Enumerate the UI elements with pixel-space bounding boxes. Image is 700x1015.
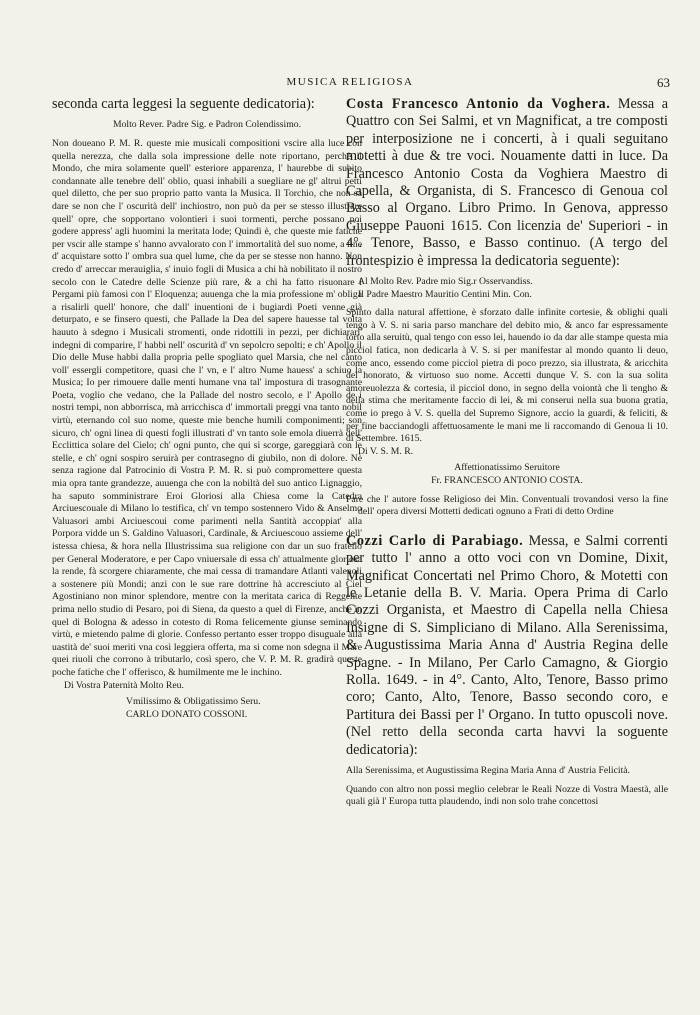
cozzi-address: Alla Serenissima, et Augustissima Regina Maria Anna d' Austria Felicità.	[346, 765, 630, 777]
dedication-signature-name: CARLO DONATO COSSONI.	[126, 708, 248, 720]
costa-address-line-1: Al Molto Rev. Padre mio Sig.r Osservandiss.	[358, 276, 533, 288]
dedication-signature-title: Vmilissimo & Obligatissimo Seru.	[126, 696, 261, 708]
entry-cozzi-title: Cozzi Carlo di Parabiago.	[346, 532, 524, 549]
costa-closing: Di V. S. M. R.	[358, 445, 414, 457]
entry-costa-title: Costa Francesco Antonio da Voghera.	[346, 96, 611, 112]
page-header	[0, 76, 700, 92]
dedication-salutation: Molto Rever. Padre Sig. e Padron Colendissimo.	[112, 119, 302, 131]
costa-editor-note: Pare che l' autore fosse Religioso dei Min. Conventuali trovandosi verso la fine dell' opera diversi Mottetti dedicati ognuno a Frati di detto Ordine	[346, 493, 668, 518]
dedication-closing: Di Vostra Paternità Molto Reu.	[64, 679, 184, 691]
entry-cozzi-body: Messa, e Salmi correnti per tutto l' anno a otto voci con vn Domine, Dixit, Magnificat Concertati nel Primo Choro, & Motetti con le Letanie della B. V. Maria. Opera Prima di Carlo Cozzi Organista, et Maestro di Capella nella Chiesa Insigne di S. Simpliciano di Milano. Alla Serenissima, & Augustissima Maria Anna d' Austria Regina delle Spagne. - In Milano, Per Carlo Camagno, & Giorgio Rolla. 1649. - in 4°. Canto, Alto, Tenore, Basso primo coro; Canto, Alto, Tenore, Basso secondo coro, e Partitura dei Bassi per l' Organo. In tutto opuscoli nove. (Nel retto della seconda carta havvi la soguente dedicatoria):	[346, 532, 668, 758]
left-column	[52, 96, 362, 721]
costa-dedication-letter: Spinto dalla natural affettione, è sforzato dalle infinite cortesie, & oblighi quali tengo à V. S. ni saria parso manchare del debito mio, & anco far espressamente torto alla seruitù, qual tengo con esso lei, hauendo io da dar alle stampe questa mia picciol fatica, non dedicarla à V. S. si per manifestar al mondo quanto li deuo, come anco, essendo come picciol pietra di poco prezzo, sia illustrata, & aricchita del honorato, & virtuoso suo nome. Accetti dunque V. S. con la sua solita amoreuolezza & cortesia, il picciol dono, in segno della voiontà che li tengho & della stima che meritamente faccio di lei, & mi conserui nella sua buona gratia, come io prego à V. S. quella del Supremo Signore, accio la guardi, & feliciti, & per fine bacciandogli affettuosamente le mani me li raccomando di Genoua li 10. di Settembre. 1615.	[346, 307, 668, 445]
costa-address-line-2: Il Padre Maestro Mauritio Centini Min. Con.	[358, 288, 532, 300]
page-number: 63	[657, 75, 670, 90]
entry-cozzi	[346, 533, 668, 759]
running-title: MUSICA RELIGIOSA	[286, 76, 414, 88]
cozzi-dedication-letter: Quando con altro non possi meglio celebrar le Reali Nozze di Vostra Maestà, alle quali già l' Europa tutta plaudendo, indi non solo trahe concettosi	[346, 783, 668, 808]
dedication-body: Non doueano P. M. R. queste mie musicali compositioni vscire alla luce con quella nerezza, che dalla sola impressione delle note riportano, perchè il Mondo, che mira solamente quell' esteriore apparenza, l' haurebbe di subito condannate alle tenebre dell' oblio, quasi inhabili a suegliare ne gl' altrui petti quel diletto, che per suo proprio patto vanta la Musica. Il Torchio, che non sà dare se non che l' oscurità dell' inchiostro, non può da per se stesso illustrare quell' opre, che sopportano volontieri i suoi tormenti, perche possano poi godere appress' agli huomini la meritata lode; Quindi è, che queste mie fatiche per vscir alle stampe s' hanno avvalorato con l' immortalità del suo nome, a fine d' acquistare sotto l' ombra sua quel lume, che da per se stesse non hanno. Non credo d' arreccar merauiglia, s' inuio fogli di Musica a chi hà nobilitato il nostro secolo con le Catedre delle Scienze più rare, & a chi ha fatto risuonare i Pergami più famosi con l' Eloquenza; auuenga che la mia professione m' obliga a risalirli quell' honore, che dall' inuentioni de i bugiardi Poeti venne già deturpato, e se finsero questi, che Pallade la Dea del sapere hauesse tal volta hauuto à sdegno i Musicali stromenti, onde ridottili in pezzi, per dichiararl' indegni di comparire, l' habbi nell' oscurità d' vn sepolcro sepolti; e ch' Apollo il Dio delle Muse habbi dalla propria pelle spogliato quel Marsia, che nel canto voll' essergli competitore, quasi che l' vn, e l' altro Nume hauess' a schiuo la Musica; Io per rimouere dalle menti humane vna tal' impostura di trasognante Poeta, voglio che vedano, che la Pallade del nostro secolo, e l' Apollo de i nostri tempi, non abborrisca, mà arricchisca d' immortali preggi vna tanto nobil virtù, eternando col suo nome, queste mie benche humili componimenti; son sicuro, ch' ogni linea di questi fogli illustrati d' vn tanto sole emola diuerrà dell' Ecclittica solare del Cielo; ch' ogni punto, che qui si scorge, gareggiarà con le stelle, e ch' ogni sospiro seruirà per contrasegno di giubilo, non di dolore. Nè senza ragione dal Patrocinio di Vostra P. M. R. si può compromettere questa mia opra tante grandezze, auuenga che con la nobiltà del suo antico Lignaggio, ha saputo somministrare Eroi Gloriosi alla Chiesa come la Catedra Arciuescouale di Milano lo testifica, ch' vn tempo sostennero Vido & Anselmo Valuasori ambi Arciuescoui come parimenti nella Santità accoppiat' alla Porpora vidde un S. Galdino Valuasori, Cardinale, & Arciuescouo assieme dell' istessa chiesa, & hora nella Illustrissima sua religione con dar un suo fratello per General Moderatore, e per Capo vniuersale di essa ch' attualmente gloriosa la rende, fà scorgere chiaramente, che mai cessa di tramandare Atlanti valenoli a sostenere più Mondi; anzi con le sue rare dottrine hà accresciuto al Ciel Agostiniano non minor splendore, mentre con la meritata carica di Reggente prima nello studio di Pesaro, poi di Siena, da questo a quel di Firenze, anche in quel di Bologna & adesso in cotesto di Roma felicemente giunse seminando virtù, e mietendo palme di glorie. Confesso pertanto esser troppo disuguale alla uastità de' suoi meriti vna così leggiera offerta, ma si come non sdegna il Mare quei riuoli che corrono à tributarlo, così spero, che V. P. M. R. gradirà queste poche fatiche che l' offerisco, & humilmente me le inchino.	[52, 138, 362, 678]
entry-costa	[346, 96, 668, 270]
dedication-intro: seconda carta leggesi la seguente dedicatoria):	[52, 96, 315, 112]
costa-signature-name: Fr. FRANCESCO ANTONIO COSTA.	[431, 474, 583, 486]
right-column	[346, 96, 668, 809]
costa-signature-title: Affettionatissimo Seruitore	[454, 462, 560, 474]
entry-costa-body: Messa a Quattro con Sei Salmi, et vn Magnificat, a tre composti per interposizione ne i concerti, à i quali seguitano motetti à due & tre voci. Nouamente datti in luce. Da Francesco Antonio Costa da Voghiera Maestro di Capella, & Organista, di S. Francesco di Genoua col Basso al Organo. Libro Primo. In Genova, appresso Giuseppe Pauoni 1615. Con licenzia de' Superiori - in 4°. Tenore, Basso, e Basso continuo. (A tergo del frontespizio è impressa la dedicatoria seguente):	[346, 96, 668, 269]
